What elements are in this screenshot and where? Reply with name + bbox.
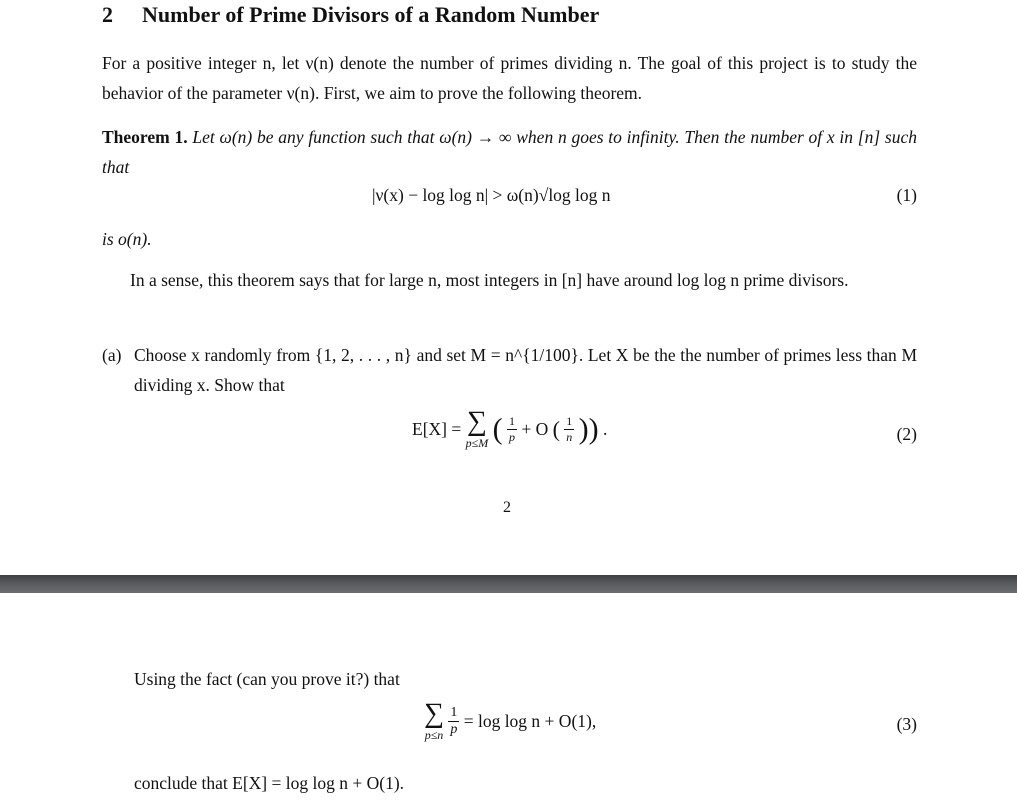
equation-3 bbox=[424, 700, 596, 760]
equation-1: |ν(x) − log log n| > ω(n)√log log n bbox=[372, 185, 611, 205]
eq2-paren-open: ( bbox=[492, 412, 503, 446]
eq2-frac-1 bbox=[507, 414, 517, 445]
equation-3-number: (3) bbox=[896, 714, 917, 734]
conclusion-text: conclude that E[X] = log log n + O(1). bbox=[134, 773, 405, 793]
eq2-sigma: ∑ bbox=[466, 406, 487, 437]
eq3-frac-den: p bbox=[450, 722, 458, 737]
eq3-subscript: p≤n bbox=[424, 728, 444, 742]
eq2-end: . bbox=[603, 419, 608, 439]
eq2-summation bbox=[466, 408, 489, 451]
eq2-subscript: p≤M bbox=[465, 436, 489, 450]
eq3-frac-num: 1 bbox=[450, 705, 458, 720]
eq3-rhs: = log log n + O(1), bbox=[463, 711, 597, 731]
eq3-sigma: ∑ bbox=[424, 698, 444, 729]
part-a-label: (a) bbox=[102, 345, 122, 365]
part-a-text: Choose x randomly from {1, 2, . . . , n} and set M = n^{1/100}. Let X be the the number of primes less than M dividing x. Show that bbox=[134, 345, 917, 395]
eq2-frac-1-num: 1 bbox=[508, 414, 515, 428]
theorem-block bbox=[102, 122, 917, 182]
theorem-label: Theorem 1. bbox=[102, 127, 188, 147]
eq2-frac-2-den: n bbox=[566, 430, 573, 444]
eq3-summation bbox=[424, 700, 444, 743]
eq2-paren-close: )) bbox=[578, 412, 599, 446]
page-number: 2 bbox=[503, 499, 511, 516]
equation-1-number: (1) bbox=[896, 185, 917, 205]
eq2-plus-o: + O bbox=[521, 419, 549, 439]
section-title: Number of Prime Divisors of a Random Number bbox=[142, 2, 600, 27]
eq2-frac-1-den: p bbox=[508, 430, 515, 444]
continuation-text: Using the fact (can you prove it?) that bbox=[134, 669, 400, 689]
page-divider bbox=[0, 575, 1017, 593]
section-number: 2 bbox=[102, 2, 113, 27]
theorem-statement: Let ω(n) be any function such that ω(n) → ∞ when n goes to infinity. Then the number of x in [n] such that bbox=[102, 127, 918, 177]
equation-2-number: (2) bbox=[896, 424, 917, 444]
eq2-lhs: E[X] = bbox=[412, 419, 462, 439]
equation-2: E[X] = ∑ p≤M ( $\frac{1}{p}$ + O ( $\frac{1}{n}$ )) . bbox=[412, 406, 608, 450]
eq2-frac-2-num: 1 bbox=[566, 414, 573, 428]
section-heading bbox=[102, 2, 599, 28]
theorem-conclusion: is o(n). bbox=[102, 229, 152, 249]
remark-paragraph: In a sense, this theorem says that for large n, most integers in [n] have around log log n prime divisors. bbox=[130, 270, 849, 290]
eq3-frac bbox=[448, 705, 459, 738]
eq2-frac-2 bbox=[564, 414, 574, 445]
intro-paragraph: For a positive integer n, let ν(n) denote the number of primes dividing n. The goal of this project is to study the behavior of the parameter ν(n). First, we aim to prove the following theorem. bbox=[102, 53, 917, 103]
